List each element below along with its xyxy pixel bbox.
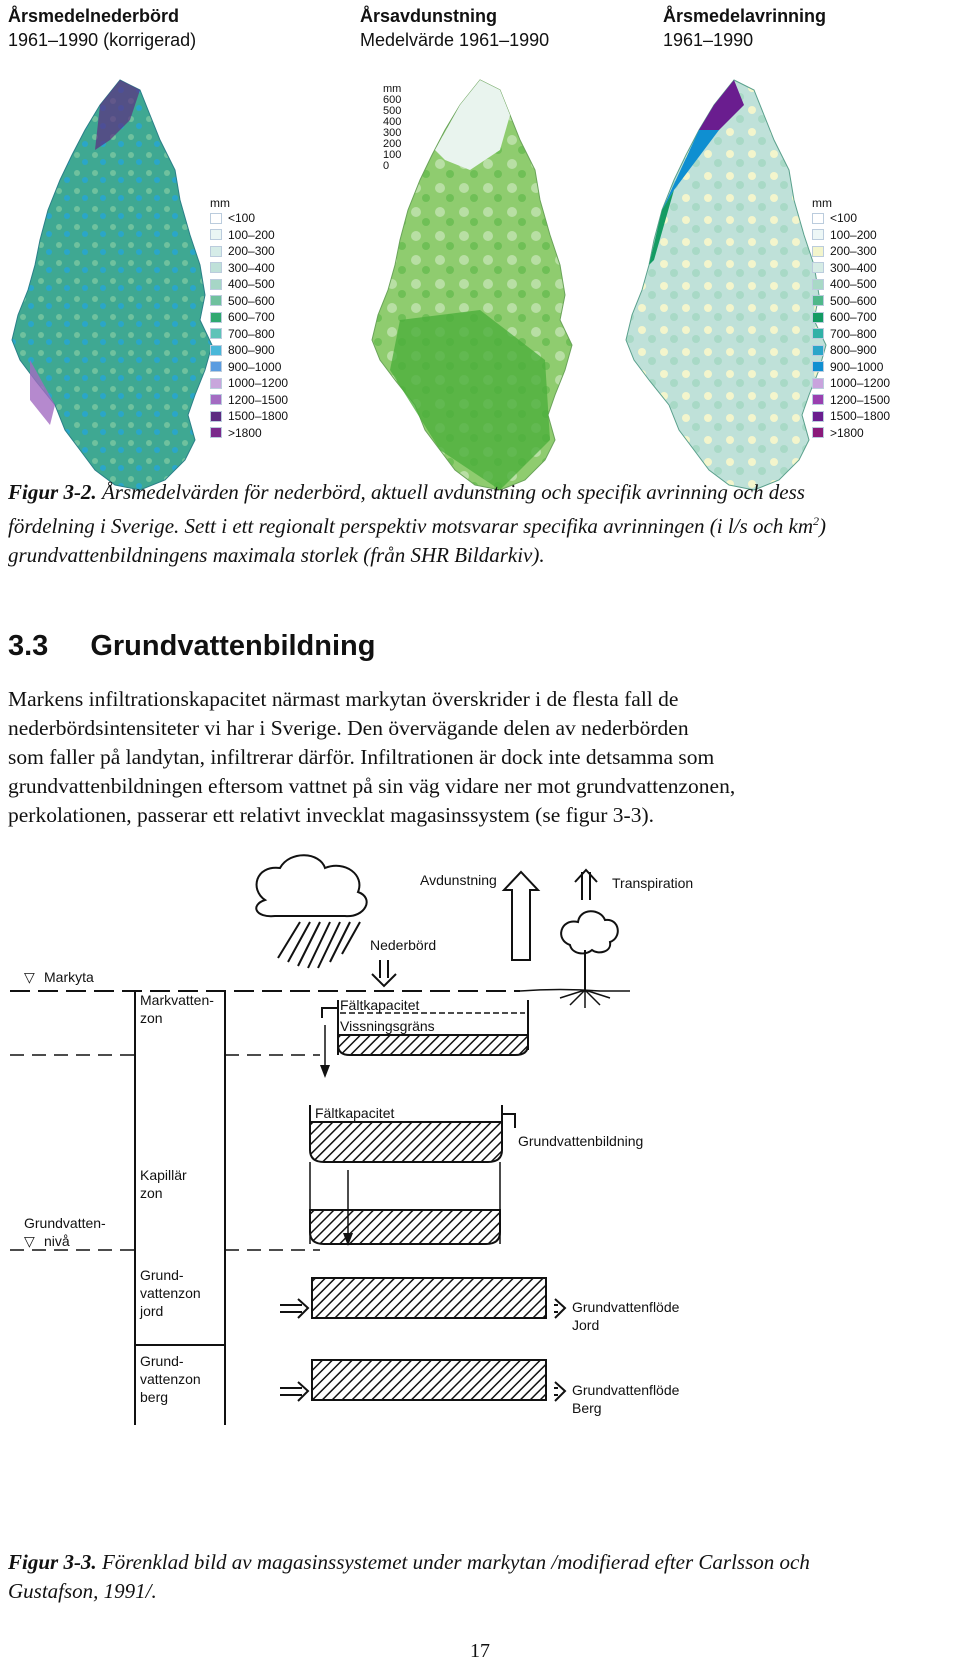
- label-grundvattenbildning: Grundvattenbildning: [518, 1133, 644, 1149]
- label-kapillar-2: zon: [140, 1185, 163, 1201]
- figure-3-3-line2: Gustafson, 1991/.: [8, 1579, 157, 1603]
- legend-label: 400–500: [830, 277, 877, 291]
- map-title-runoff: [663, 4, 826, 52]
- legend-item: [812, 276, 890, 293]
- legend-label: 800–900: [228, 343, 275, 357]
- legend-item: [210, 227, 288, 244]
- figure-3-3-label: Figur 3-3.: [8, 1550, 97, 1574]
- legend-precipitation: [210, 195, 288, 441]
- legend-label: >1800: [830, 425, 864, 440]
- legend-runoff: [812, 195, 890, 441]
- legend-swatch: [812, 394, 824, 405]
- legend-swatch: [210, 312, 222, 323]
- evaporation-arrow-icon: [504, 872, 538, 960]
- legend-item: [812, 210, 890, 227]
- legend-precipitation-unit: mm: [210, 196, 230, 210]
- legend-runoff-unit: mm: [812, 196, 832, 210]
- legend-label: 0: [383, 160, 390, 172]
- legend-label: 200–300: [830, 244, 877, 258]
- legend-label: <100: [830, 211, 858, 225]
- legend-swatch: [812, 279, 824, 290]
- label-kapillar: Kapillär: [140, 1167, 187, 1183]
- legend-swatch: [812, 213, 824, 224]
- legend-label: 200–300: [228, 244, 275, 258]
- cloud-icon: [256, 855, 366, 916]
- legend-item: [210, 342, 288, 359]
- markyta-triangle-icon: ▽: [24, 969, 35, 985]
- legend-label: 600–700: [830, 310, 877, 324]
- legend-label: 500–600: [830, 293, 877, 308]
- legend-item: [210, 210, 288, 227]
- legend-label: 200: [383, 138, 402, 150]
- tree-icon: [560, 911, 618, 1008]
- legend-label: 700–800: [830, 326, 877, 341]
- legend-label: <100: [228, 211, 256, 225]
- legend-item: [210, 326, 288, 343]
- legend-swatch: [210, 394, 222, 405]
- map-precipitation: [12, 80, 212, 490]
- infiltration-arrow-icon: [372, 960, 396, 986]
- map-title-runoff-main: Årsmedelavrinning: [663, 6, 827, 26]
- label-gvflode-jord: Grundvattenflöde: [572, 1299, 680, 1315]
- map-evaporation: [372, 80, 572, 490]
- figure-3-2-caption: [8, 478, 953, 570]
- legend-swatch: [210, 361, 222, 372]
- label-transpiration: Transpiration: [612, 875, 694, 891]
- map-subtitle-precipitation: 1961–1990 (korrigerad): [8, 30, 197, 50]
- label-nederbord: Nederbörd: [370, 937, 437, 953]
- flow-arrow-bedrock-out-icon: [554, 1382, 565, 1401]
- paragraph-line: perkolationen, passerar ett relativt invecklat magasinssystem (se figur 3-3).: [8, 803, 654, 827]
- map-title-evaporation: [360, 4, 549, 52]
- label-avdunstning: Avdunstning: [420, 872, 497, 888]
- legend-swatch: [812, 229, 824, 240]
- section-title: Grundvattenbildning: [90, 630, 376, 662]
- soil-groundwater-layer: [312, 1278, 546, 1318]
- section-number: 3.3: [8, 630, 49, 662]
- legend-item: [210, 309, 288, 326]
- label-gvzon-jord-2: vattenzon: [140, 1285, 201, 1301]
- map-subtitle-evaporation: Medelvärde 1961–1990: [360, 30, 550, 50]
- legend-label: 1500–1800: [830, 409, 891, 423]
- map-runoff: [626, 80, 826, 490]
- label-gvzon-berg-3: berg: [140, 1389, 169, 1405]
- legend-swatch: [812, 427, 824, 438]
- legend-swatch: [812, 411, 824, 422]
- legend-item: [210, 408, 288, 425]
- legend-label: 400: [383, 116, 402, 128]
- legend-swatch: [210, 246, 222, 257]
- legend-evaporation-unit: mm: [383, 83, 402, 95]
- legend-item: [812, 408, 890, 425]
- gvniva-triangle-icon: ▽: [24, 1233, 35, 1249]
- legend-swatch: [812, 361, 824, 372]
- label-vissningsgrans: Vissningsgräns: [340, 1018, 435, 1034]
- legend-label: 100–200: [830, 227, 877, 242]
- legend-item: [812, 359, 890, 376]
- label-markvattenzon: Markvatten-: [140, 992, 214, 1008]
- label-gvflode-berg-2: Berg: [572, 1400, 602, 1416]
- label-gvflode-berg: Grundvattenflöde: [572, 1382, 680, 1398]
- legend-item: [812, 392, 890, 409]
- legend-swatch: [210, 378, 222, 389]
- section-heading: [8, 630, 375, 663]
- legend-swatch: [210, 279, 222, 290]
- legend-label: 300: [383, 127, 402, 139]
- legend-label: 1000–1200: [228, 376, 289, 390]
- label-grundvattenniva: Grundvatten-: [24, 1215, 106, 1231]
- legend-item: [210, 260, 288, 277]
- bedrock-groundwater-layer: [312, 1360, 546, 1400]
- legend-label: 600–700: [228, 310, 275, 324]
- legend-swatch: [812, 378, 824, 389]
- legend-item: [812, 342, 890, 359]
- figure-3-3-diagram: [0, 850, 960, 1530]
- legend-swatch: [812, 246, 824, 257]
- legend-label: 1000–1200: [830, 376, 891, 390]
- legend-swatch: [210, 213, 222, 224]
- legend-swatch: [210, 427, 222, 438]
- legend-swatch: [210, 411, 222, 422]
- figure-3-2-line2: fördelning i Sverige. Sett i ett regionalt perspektiv motsvarar specifika avrinningen (i l/s och km: [8, 514, 814, 538]
- legend-item: [812, 326, 890, 343]
- legend-label: >1800: [228, 425, 262, 440]
- legend-swatch: [812, 295, 824, 306]
- legend-label: 1500–1800: [228, 409, 289, 423]
- legend-label: 300–400: [830, 260, 877, 275]
- figure-3-3-line1: Förenklad bild av magasinssystemet under markytan /modifierad efter Carlsson och: [96, 1550, 810, 1574]
- flow-arrow-bedrock-in-icon: [280, 1382, 308, 1401]
- legend-item: [812, 260, 890, 277]
- figure-3-2-line2b: ): [819, 514, 827, 538]
- legend-item: [383, 161, 401, 172]
- legend-item: [210, 293, 288, 310]
- legend-evaporation: [383, 84, 401, 172]
- figure-3-2-line1: Årsmedelvärden för nederbörd, aktuell avdunstning och specifik avrinning och dess: [96, 480, 805, 504]
- paragraph-line: Markens infiltrationskapacitet närmast markytan överskrider i de flesta fall de: [8, 687, 679, 711]
- label-faltkapacitet-1: Fältkapacitet: [340, 997, 420, 1013]
- label-grundvattenniva-2: nivå: [44, 1233, 70, 1249]
- label-markvattenzon-2: zon: [140, 1010, 163, 1026]
- page-number: 17: [470, 1640, 490, 1662]
- label-faltkapacitet-2: Fältkapacitet: [315, 1105, 395, 1121]
- legend-label: 600: [383, 94, 402, 106]
- figure-3-2-sup: 2: [813, 514, 820, 528]
- legend-label: 300–400: [228, 260, 275, 275]
- label-gvzon-berg-1: Grund-: [140, 1353, 184, 1369]
- label-gvflode-jord-2: Jord: [572, 1317, 600, 1333]
- legend-swatch: [812, 312, 824, 323]
- rain-lines-icon: [278, 922, 360, 968]
- flow-arrow-soil-out-icon: [554, 1299, 565, 1318]
- figure-3-2-label: Figur 3-2.: [8, 480, 97, 504]
- legend-swatch: [812, 262, 824, 273]
- map-title-evaporation-main: Årsavdunstning: [360, 6, 498, 26]
- capillary-reservoir: [310, 1210, 500, 1244]
- legend-item: [210, 425, 288, 442]
- legend-swatch: [210, 345, 222, 356]
- transpiration-arrow-icon: [575, 870, 597, 900]
- legend-item: [210, 243, 288, 260]
- paragraph-line: grundvattenbildningen eftersom vattnet på sin väg vidare ner mot grundvattenzonen,: [8, 774, 736, 798]
- upper-reservoir: [338, 1035, 528, 1055]
- label-markyta: Markyta: [44, 969, 94, 985]
- legend-label: 700–800: [228, 326, 275, 341]
- map-title-precipitation-main: Årsmedelnederbörd: [8, 6, 180, 26]
- legend-label: 1200–1500: [830, 392, 891, 407]
- legend-label: 900–1000: [228, 359, 282, 374]
- figure-3-3-caption: [8, 1548, 953, 1606]
- legend-item: [210, 276, 288, 293]
- legend-label: 1200–1500: [228, 392, 289, 407]
- label-gvzon-jord-1: Grund-: [140, 1267, 184, 1283]
- paragraph-line: som faller på landytan, infiltrerar därför. Infiltrationen är dock inte detsamma som: [8, 745, 715, 769]
- legend-item: [812, 293, 890, 310]
- legend-item: [812, 309, 890, 326]
- legend-item: [210, 375, 288, 392]
- legend-label: 900–1000: [830, 359, 884, 374]
- legend-label: 500: [383, 105, 402, 117]
- figure-3-2-line3: grundvattenbildningens maximala storlek (från SHR Bildarkiv).: [8, 543, 545, 567]
- legend-swatch: [812, 328, 824, 339]
- legend-swatch: [210, 262, 222, 273]
- label-gvzon-jord-3: jord: [140, 1303, 164, 1319]
- legend-label: 100: [383, 149, 402, 161]
- legend-item: [210, 359, 288, 376]
- legend-label: 400–500: [228, 277, 275, 291]
- legend-item: [812, 243, 890, 260]
- legend-label: 500–600: [228, 293, 275, 308]
- legend-swatch: [210, 295, 222, 306]
- paragraph-line: nederbördsintensiteter vi har i Sverige. Den övervägande delen av nederbörden: [8, 716, 689, 740]
- map-title-precipitation: [8, 4, 196, 52]
- map-subtitle-runoff: 1961–1990: [663, 30, 754, 50]
- legend-label: 800–900: [830, 343, 877, 357]
- middle-reservoir: [310, 1122, 502, 1162]
- legend-item: [210, 392, 288, 409]
- label-gvzon-berg-2: vattenzon: [140, 1371, 201, 1387]
- legend-label: 100–200: [228, 227, 275, 242]
- legend-item: [812, 227, 890, 244]
- legend-swatch: [812, 345, 824, 356]
- body-paragraph: [8, 685, 953, 830]
- flow-arrow-soil-in-icon: [280, 1299, 308, 1318]
- legend-item: [812, 425, 890, 442]
- legend-swatch: [210, 328, 222, 339]
- legend-item: [812, 375, 890, 392]
- legend-swatch: [210, 229, 222, 240]
